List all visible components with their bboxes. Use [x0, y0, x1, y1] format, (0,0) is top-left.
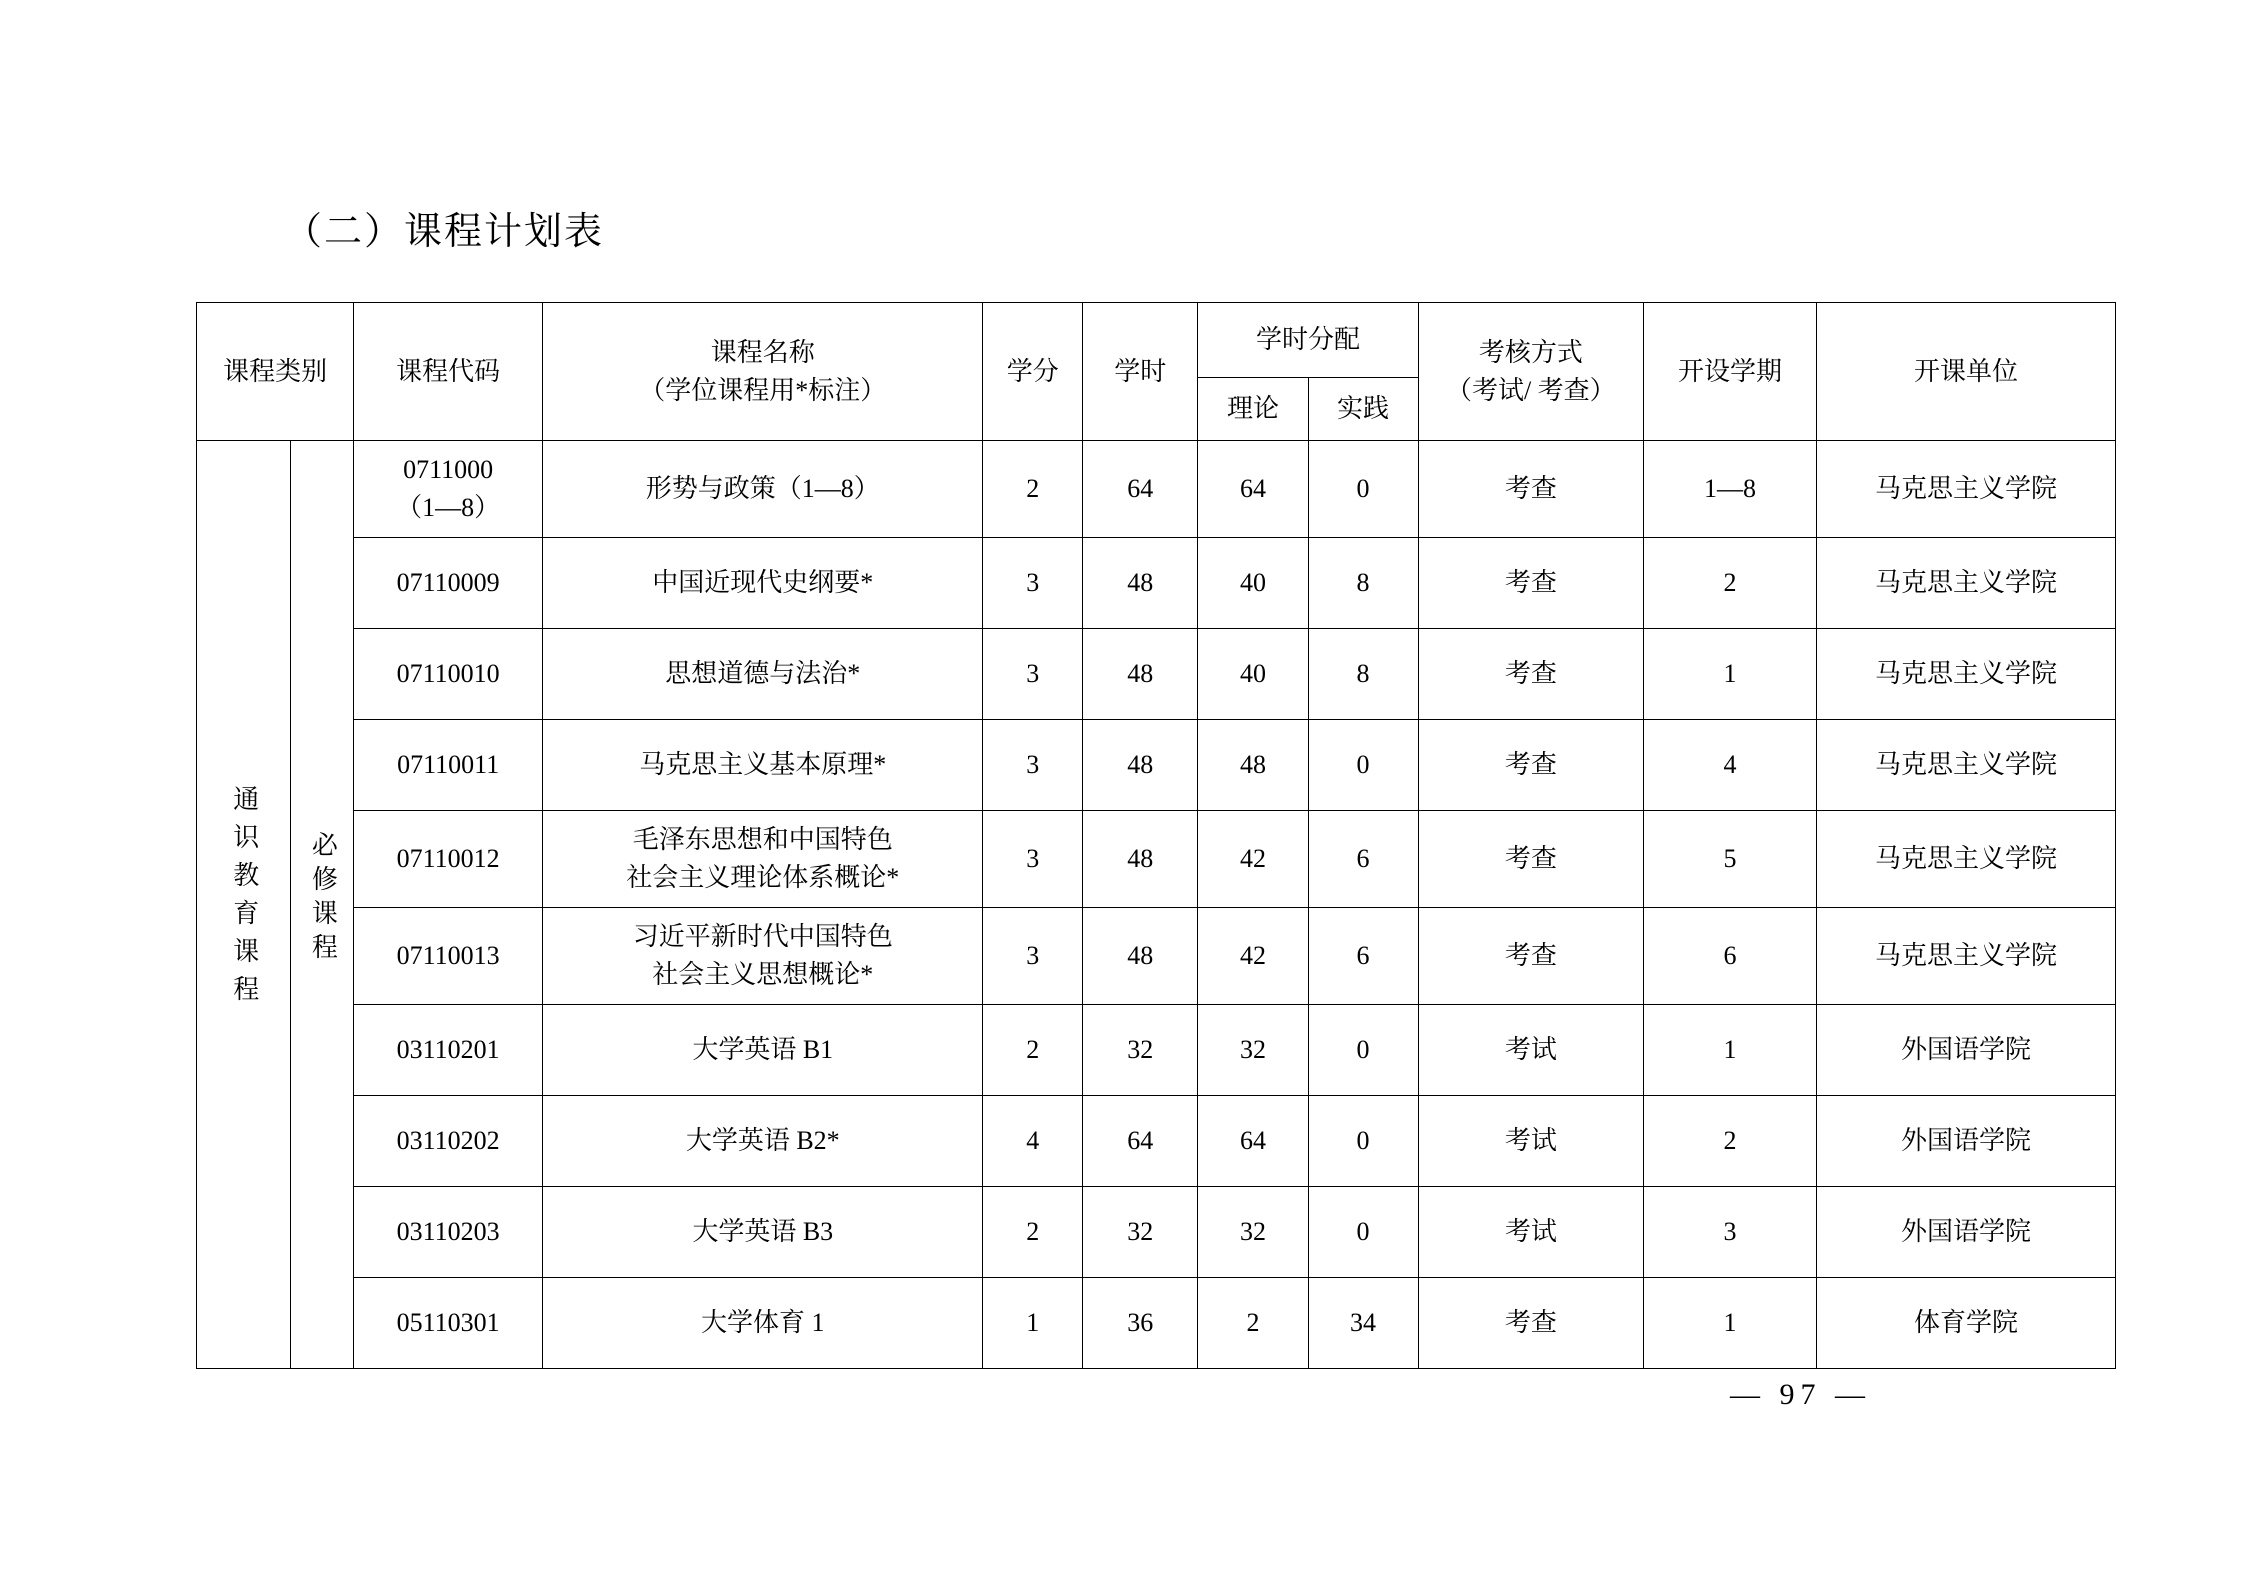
table-row: [197, 441, 2116, 538]
cell-credit: 2: [983, 441, 1083, 538]
cell-exam: 考查: [1418, 441, 1643, 538]
cell-credit: 3: [983, 811, 1083, 908]
cell-unit: 马克思主义学院: [1817, 629, 2116, 720]
category-vertical-label: 通识教育课程: [229, 785, 259, 1014]
cell-exam: 考试: [1418, 1096, 1643, 1187]
cell-credit: 3: [983, 908, 1083, 1005]
page-title: （二）课程计划表: [284, 211, 605, 253]
cell-term: 1: [1644, 1278, 1817, 1369]
cell-code: 07110009: [354, 538, 543, 629]
cell-course-name: [543, 441, 983, 538]
cell-hours: 32: [1083, 1005, 1198, 1096]
cell-credit: 2: [983, 1005, 1083, 1096]
course-name-line-2: 社会主义思想概论*: [652, 960, 874, 989]
cell-code: [354, 441, 543, 538]
cell-course-name: 大学英语 B3: [543, 1187, 983, 1278]
cell-exam: 考查: [1418, 908, 1643, 1005]
cell-course-name: 大学体育 1: [543, 1278, 983, 1369]
cell-hours: 36: [1083, 1278, 1198, 1369]
cell-credit: 1: [983, 1278, 1083, 1369]
table-row: [197, 538, 2116, 629]
cell-practice: 6: [1308, 811, 1418, 908]
cell-code: 03110202: [354, 1096, 543, 1187]
cell-theory: 32: [1198, 1005, 1308, 1096]
cell-course-name: 思想道德与法治*: [543, 629, 983, 720]
header-credit: 学分: [983, 303, 1083, 441]
cell-credit: 2: [983, 1187, 1083, 1278]
header-code: 课程代码: [354, 303, 543, 441]
cell-theory: 64: [1198, 441, 1308, 538]
cell-subcategory-group: [291, 441, 354, 1369]
cell-credit: 3: [983, 720, 1083, 811]
table-row: [197, 1096, 2116, 1187]
cell-credit: 3: [983, 538, 1083, 629]
cell-term: 2: [1644, 538, 1817, 629]
table-row: [197, 811, 2116, 908]
header-term: 开设学期: [1644, 303, 1817, 441]
cell-unit: 马克思主义学院: [1817, 811, 2116, 908]
cell-credit: 4: [983, 1096, 1083, 1187]
cell-exam: 考查: [1418, 538, 1643, 629]
course-name-line-1: 形势与政策（1—8）: [645, 474, 880, 504]
header-course-name-sub: （学位课程用*标注）: [639, 375, 887, 405]
course-name-line-1: 习近平新时代中国特色: [632, 922, 893, 952]
header-category: 课程类别: [197, 303, 354, 441]
table-row: [197, 629, 2116, 720]
table-row: [197, 908, 2116, 1005]
header-exam-method: [1418, 303, 1643, 441]
code-line-2: （1—8）: [396, 493, 501, 522]
cell-term: 1—8: [1644, 441, 1817, 538]
cell-code: 03110201: [354, 1005, 543, 1096]
cell-exam: 考查: [1418, 811, 1643, 908]
cell-exam: 考试: [1418, 1187, 1643, 1278]
subcategory-vertical-label: 必修课程: [308, 831, 338, 968]
page-number: — 97 —: [1730, 1378, 1871, 1411]
header-unit: 开课单位: [1817, 303, 2116, 441]
cell-hours: 48: [1083, 908, 1198, 1005]
cell-code: 03110203: [354, 1187, 543, 1278]
cell-term: 3: [1644, 1187, 1817, 1278]
cell-theory: 32: [1198, 1187, 1308, 1278]
cell-practice: 0: [1308, 1005, 1418, 1096]
cell-practice: 8: [1308, 538, 1418, 629]
course-name-line-2: 社会主义理论体系概论*: [626, 863, 900, 892]
cell-course-name: 大学英语 B2*: [543, 1096, 983, 1187]
table-row: [197, 1278, 2116, 1369]
header-hours-allocation: 学时分配: [1198, 303, 1418, 378]
cell-hours: 48: [1083, 720, 1198, 811]
cell-exam: 考查: [1418, 1278, 1643, 1369]
cell-code: 07110011: [354, 720, 543, 811]
header-course-name: [543, 303, 983, 441]
cell-hours: 64: [1083, 441, 1198, 538]
cell-term: 2: [1644, 1096, 1817, 1187]
cell-exam: 考查: [1418, 629, 1643, 720]
course-plan-table: [196, 302, 2116, 1369]
header-course-name-main: 课程名称: [710, 337, 815, 367]
cell-term: 5: [1644, 811, 1817, 908]
cell-code: 07110012: [354, 811, 543, 908]
cell-hours: 48: [1083, 629, 1198, 720]
cell-course-name: 马克思主义基本原理*: [543, 720, 983, 811]
table-row: [197, 1187, 2116, 1278]
header-theory: 理论: [1198, 378, 1308, 441]
cell-exam: 考试: [1418, 1005, 1643, 1096]
cell-course-name: 中国近现代史纲要*: [543, 538, 983, 629]
cell-hours: 48: [1083, 811, 1198, 908]
cell-course-name: [543, 908, 983, 1005]
cell-practice: 6: [1308, 908, 1418, 1005]
cell-term: 1: [1644, 1005, 1817, 1096]
cell-term: 6: [1644, 908, 1817, 1005]
cell-theory: 40: [1198, 538, 1308, 629]
cell-unit: 马克思主义学院: [1817, 441, 2116, 538]
code-line-1: 0711000: [403, 455, 494, 485]
cell-credit: 3: [983, 629, 1083, 720]
cell-unit: 外国语学院: [1817, 1187, 2116, 1278]
cell-practice: 34: [1308, 1278, 1418, 1369]
cell-code: 07110010: [354, 629, 543, 720]
cell-unit: 外国语学院: [1817, 1005, 2116, 1096]
cell-practice: 0: [1308, 720, 1418, 811]
cell-code: 07110013: [354, 908, 543, 1005]
cell-hours: 64: [1083, 1096, 1198, 1187]
cell-course-name: [543, 811, 983, 908]
cell-category-group: [197, 441, 291, 1369]
cell-theory: 64: [1198, 1096, 1308, 1187]
cell-unit: 马克思主义学院: [1817, 908, 2116, 1005]
header-hours: 学时: [1083, 303, 1198, 441]
cell-unit: 体育学院: [1817, 1278, 2116, 1369]
cell-practice: 0: [1308, 1187, 1418, 1278]
header-exam-method-main: 考核方式: [1478, 337, 1583, 367]
cell-unit: 外国语学院: [1817, 1096, 2116, 1187]
cell-practice: 0: [1308, 441, 1418, 538]
cell-theory: 42: [1198, 811, 1308, 908]
course-name-line-1: 毛泽东思想和中国特色: [632, 825, 893, 855]
cell-theory: 40: [1198, 629, 1308, 720]
cell-theory: 2: [1198, 1278, 1308, 1369]
cell-hours: 48: [1083, 538, 1198, 629]
table-header-row-1: [197, 303, 2116, 378]
cell-exam: 考查: [1418, 720, 1643, 811]
cell-hours: 32: [1083, 1187, 1198, 1278]
cell-term: 1: [1644, 629, 1817, 720]
cell-term: 4: [1644, 720, 1817, 811]
table-row: [197, 1005, 2116, 1096]
header-exam-method-sub: （考试/ 考查）: [1445, 375, 1616, 405]
cell-theory: 48: [1198, 720, 1308, 811]
cell-theory: 42: [1198, 908, 1308, 1005]
cell-code: 05110301: [354, 1278, 543, 1369]
table-row: [197, 720, 2116, 811]
cell-unit: 马克思主义学院: [1817, 538, 2116, 629]
cell-course-name: 大学英语 B1: [543, 1005, 983, 1096]
header-practice: 实践: [1308, 378, 1418, 441]
cell-unit: 马克思主义学院: [1817, 720, 2116, 811]
cell-practice: 8: [1308, 629, 1418, 720]
cell-practice: 0: [1308, 1096, 1418, 1187]
